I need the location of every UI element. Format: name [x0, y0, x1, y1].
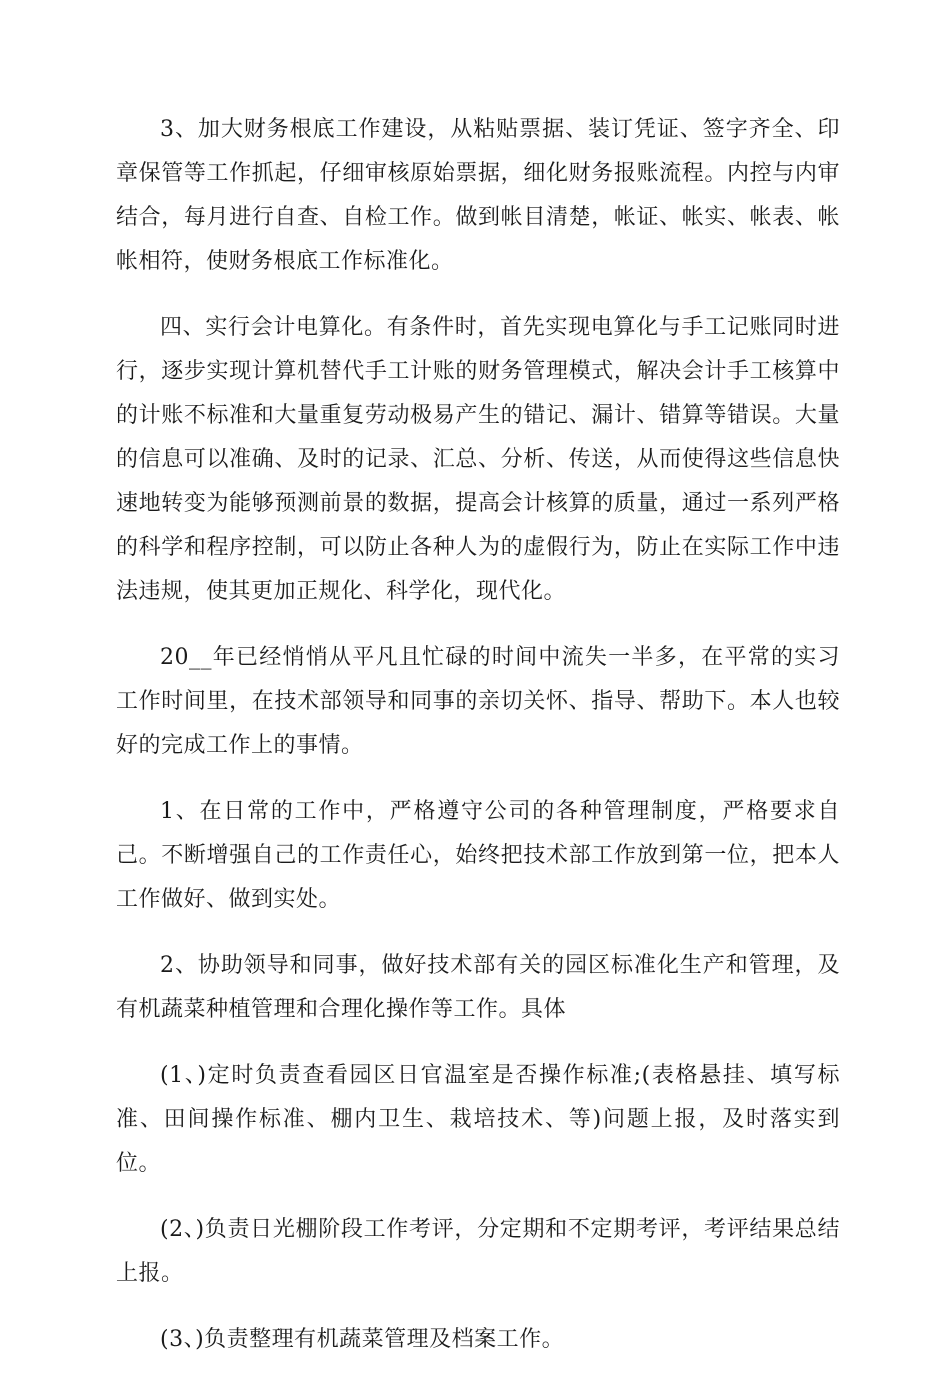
paragraph-subitem-2: (2、)负责日光棚阶段工作考评，分定期和不定期考评，考评结果总结上报。 [116, 1217, 840, 1286]
paragraph-accounting-computerization: 四、实行会计电算化。有条件时，首先实现电算化与手工记账同时进行，逐步实现计算机替代手工计账的财务管理模式，解决会计手工核算中的计账不标准和大量重复劳动极易产生的错记、漏计、错算等错误。大量的信息可以准确、及时的记录、汇总、分析、传送，从而使得这些信息快速地转变为能够预测前景的数据，提高会计核算的质量，通过一系列严格的科学和程序控制，可以防止各种人为的虚假行为，防止在实际工作中违法违规，使其更加正规化、科学化，现代化。 [116, 315, 840, 604]
paragraph-subitem-3: (3、)负责整理有机蔬菜管理及档案工作。 [160, 1327, 565, 1352]
paragraph-year-summary: 20__年已经悄悄从平凡且忙碌的时间中流失一半多，在平常的实习工作时间里，在技术部领导和同事的亲切关怀、指导、帮助下。本人也较好的完成工作上的事情。 [116, 645, 840, 758]
paragraph-item-1: 1、在日常的工作中，严格遵守公司的各种管理制度，严格要求自己。不断增强自己的工作责任心，始终把技术部工作放到第一位，把本人工作做好、做到实处。 [116, 799, 840, 912]
paragraph-finance-foundation: 3、加大财务根底工作建设，从粘贴票据、装订凭证、签字齐全、印章保管等工作抓起，仔细审核原始票据，细化财务报账流程。内控与内审结合，每月进行自查、自检工作。做到帐目清楚，帐证、帐实、帐表、帐帐相符，使财务根底工作标准化。 [116, 117, 840, 274]
paragraph-subitem-1: (1、)定时负责查看园区日官温室是否操作标准;(表格悬挂、填写标准、田间操作标准、棚内卫生、栽培技术、等)问题上报，及时落实到位。 [116, 1063, 840, 1176]
document-page [116, 108, 840, 1384]
paragraph-item-2: 2、协助领导和同事，做好技术部有关的园区标准化生产和管理，及有机蔬菜种植管理和合理化操作等工作。具体 [116, 953, 840, 1022]
